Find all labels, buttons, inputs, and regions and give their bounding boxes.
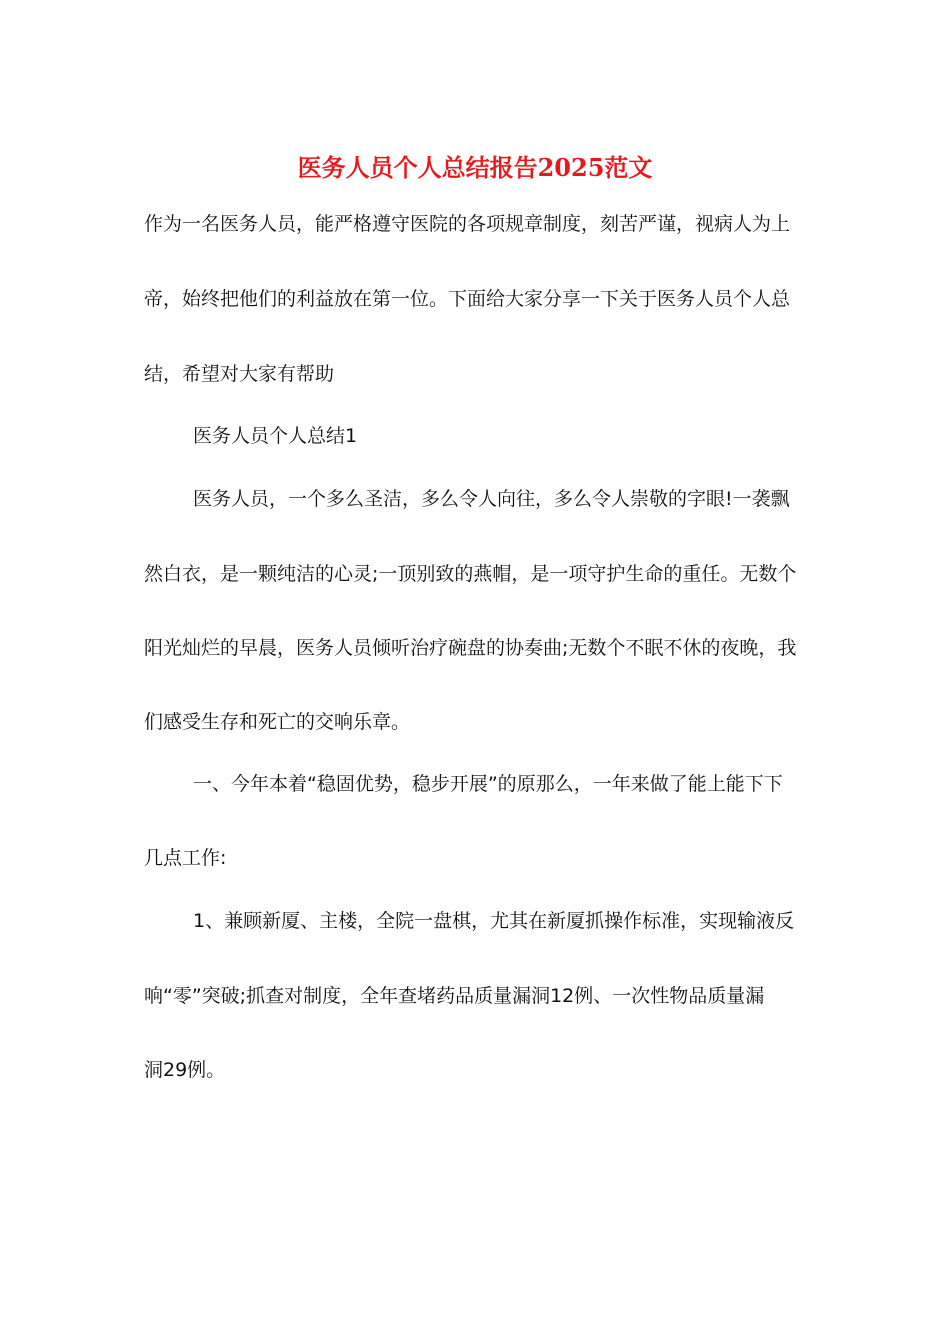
paragraph-line: 帝，始终把他们的利益放在第一位。下面给大家分享一下关于医务人员个人总 (144, 288, 791, 310)
document-title: 医务人员个人总结报告2025范文 (297, 153, 653, 182)
paragraph-line: 响“零”突破;抓查对制度，全年查堵药品质量漏洞12例、一次性物品质量漏 (144, 985, 765, 1007)
paragraph-line: 洞29例。 (144, 1059, 226, 1081)
paragraph-line: 一、今年本着“稳固优势，稳步开展”的原那么，一年来做了能上能下下 (193, 773, 783, 795)
section-heading: 医务人员个人总结1 (193, 425, 358, 447)
paragraph-line: 医务人员，一个多么圣洁，多么令人向往，多么令人崇敬的字眼!一袭飘 (193, 488, 790, 510)
paragraph-line: 然白衣，是一颗纯洁的心灵;一顶别致的燕帽，是一项守护生命的重任。无数个 (144, 563, 797, 585)
paragraph-line: 几点工作: (144, 847, 227, 869)
paragraph-line: 结，希望对大家有帮助 (144, 363, 335, 385)
paragraph-line: 阳光灿烂的早晨，医务人员倾听治疗碗盘的协奏曲;无数个不眠不休的夜晚，我 (144, 637, 797, 659)
paragraph-line: 们感受生存和死亡的交响乐章。 (144, 711, 411, 733)
paragraph-line: 1、兼顾新厦、主楼，全院一盘棋，尤其在新厦抓操作标准，实现输液反 (193, 910, 795, 932)
paragraph-line: 作为一名医务人员，能严格遵守医院的各项规章制度，刻苦严谨，视病人为上 (144, 213, 791, 235)
